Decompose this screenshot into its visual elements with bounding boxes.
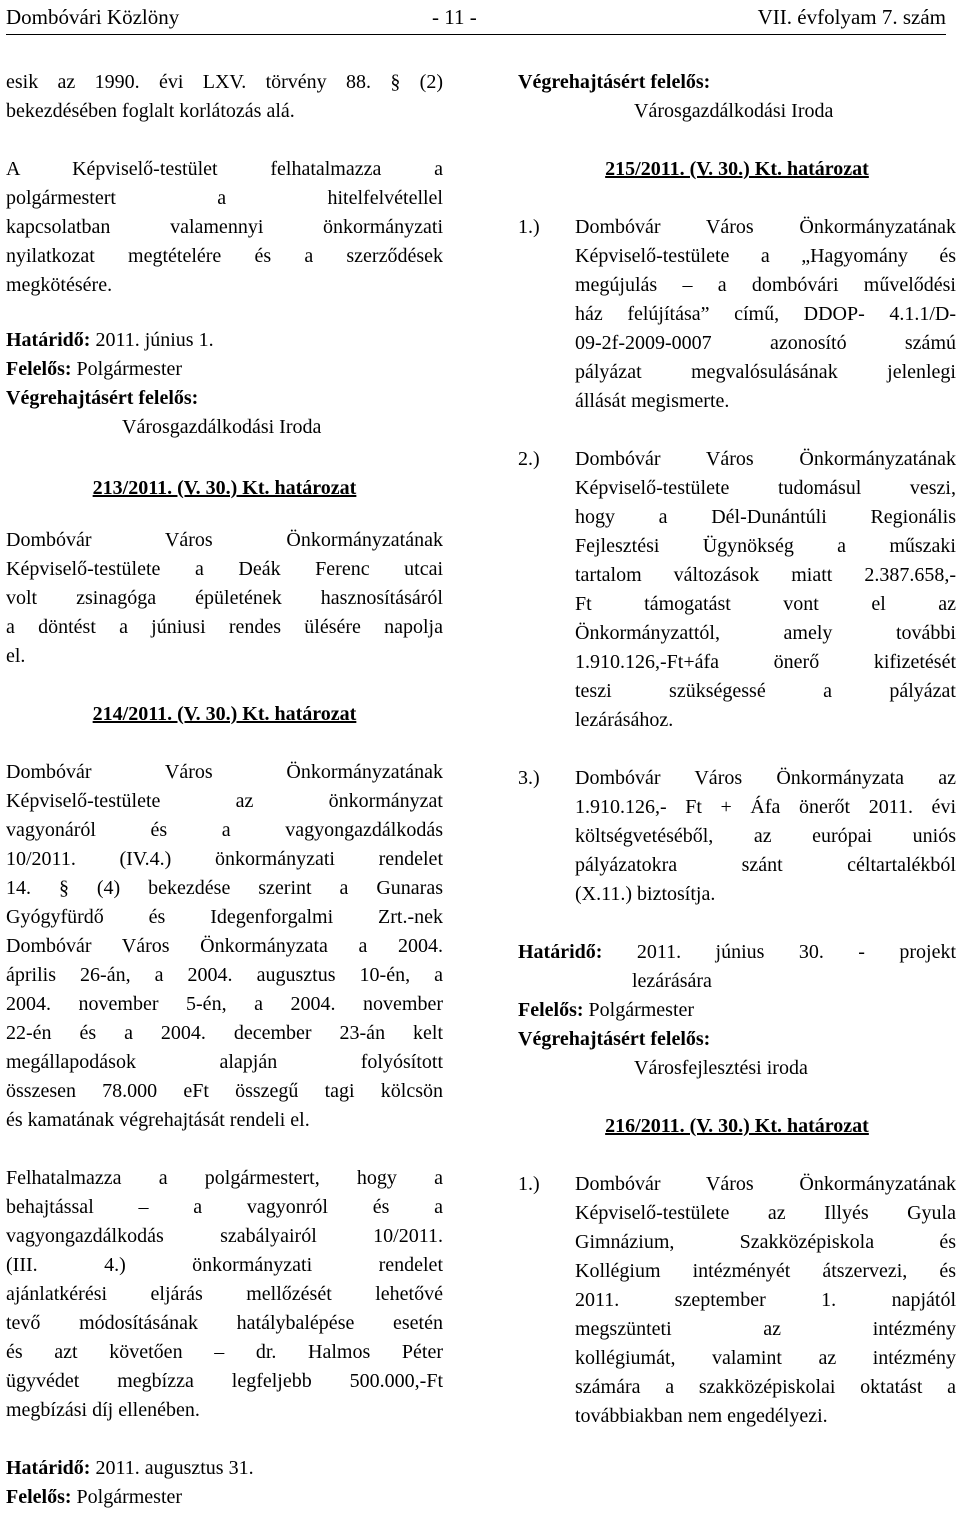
- volume-info: VII. évfolyam 7. szám: [757, 5, 946, 29]
- text-line: Képviselő-testülete az önkormányzat: [6, 790, 443, 812]
- text-line: polgármestert a hitelfelvétellel: [6, 187, 443, 209]
- responsible-line: Felelős: Polgármester: [6, 1486, 183, 1508]
- deadline-line-continued: lezárására: [632, 970, 712, 992]
- text-line: 2004. november 5-én, a 2004. november: [6, 993, 443, 1015]
- text-line: és kamatának végrehajtását rendeli el.: [6, 1109, 310, 1131]
- text-line: Kollégium intézményét átszervezi, és: [575, 1260, 956, 1282]
- text-line: 10/2011. (IV.4.) önkormányzati rendelet: [6, 848, 443, 870]
- text-line: továbbiakban nem engedélyezi.: [575, 1405, 828, 1427]
- resolution-213-title: 213/2011. (V. 30.) Kt. határozat: [92, 477, 357, 499]
- left-column: [6, 68, 443, 1512]
- resolution-item: [518, 445, 956, 735]
- right-column: [518, 68, 956, 1431]
- text-line: Felhatalmazza a polgármestert, hogy a: [6, 1167, 443, 1189]
- text-line: megállapodások alapján folyósított: [6, 1051, 443, 1073]
- text-line: pályázat megvalósulásának jelenlegi: [575, 361, 956, 383]
- text-line: hogy a Dél-Dunántúli Regionális: [575, 506, 956, 528]
- text-line: Ft támogatást vont el az: [575, 593, 956, 615]
- text-line: kollégiumát, valamint az intézmény: [575, 1347, 956, 1369]
- text-line: Képviselő-testülete a „Hagyomány és: [575, 245, 956, 267]
- text-line: 1.910.126,- Ft + Áfa önerőt 2011. évi: [575, 796, 956, 818]
- text-line: és azt követően – dr. Halmos Péter: [6, 1341, 443, 1363]
- execution-label: Végrehajtásért felelős:: [6, 387, 199, 409]
- text-line: 22-én és a 2004. december 23-án kelt: [6, 1022, 443, 1044]
- text-line: Képviselő-testülete az Illyés Gyula: [575, 1202, 956, 1224]
- deadline-line: Határidő: 2011. június 30. - projekt: [518, 941, 956, 963]
- deadline-line: Határidő: 2011. augusztus 31.: [6, 1457, 254, 1479]
- execution-value: Városgazdálkodási Iroda: [122, 416, 322, 438]
- text-line: számára a szakközépiskolai oktatást a: [575, 1376, 956, 1398]
- text-line: ház felújítása” című, DDOP- 4.1.1/D-: [575, 303, 956, 325]
- page-number: - 11 -: [432, 5, 477, 29]
- text-line: lezárásához.: [575, 709, 674, 731]
- text-line: vagyongazdálkodás szabályairól 10/2011.: [6, 1225, 443, 1247]
- text-line: Gyógyfürdő és Idegenforgalmi Zrt.-nek: [6, 906, 443, 928]
- text-line: Képviselő-testülete tudomásul veszi,: [575, 477, 956, 499]
- execution-value: Városgazdálkodási Iroda: [634, 100, 834, 122]
- text-line: nyilatkozat megtételére és a szerződések: [6, 245, 443, 267]
- execution-value: Városfejlesztési iroda: [634, 1057, 808, 1079]
- publication-title: Dombóvári Közlöny: [6, 5, 180, 29]
- resolution-216-title: 216/2011. (V. 30.) Kt. határozat: [605, 1115, 869, 1137]
- execution-label: Végrehajtásért felelős:: [518, 1028, 711, 1050]
- text-line: (III. 4.) önkormányzati rendelet: [6, 1254, 443, 1276]
- text-line: költségvetéséből, az európai uniós: [575, 825, 956, 847]
- item-number: 1.): [518, 216, 540, 238]
- item-number: 1.): [518, 1173, 540, 1195]
- text-line: Dombóvár Város Önkormányzata az: [575, 767, 956, 789]
- text-line: megújulás – a dombóvári művelődési: [575, 274, 956, 296]
- text-line: ajánlatkérési eljárás mellőzését lehetővé: [6, 1283, 443, 1305]
- text-line: 1.910.126,-Ft+áfa önerő kifizetését: [575, 651, 956, 673]
- text-line: Dombóvár Város Önkormányzatának: [575, 1173, 956, 1195]
- text-line: (X.11.) biztosítja.: [575, 883, 716, 905]
- text-line: Önkormányzattól, amely további: [575, 622, 956, 644]
- text-line: Dombóvár Város Önkormányzatának: [6, 529, 443, 551]
- text-line: április 26-án, a 2004. augusztus 10-én, a: [6, 964, 443, 986]
- text-line: állását megismerte.: [575, 390, 730, 412]
- text-line: Dombóvár Város Önkormányzatának: [575, 448, 956, 470]
- text-line: pályázatokra szánt céltartalékból: [575, 854, 956, 876]
- page-header: [6, 0, 946, 35]
- text-line: esik az 1990. évi LXV. törvény 88. § (2): [6, 71, 443, 93]
- text-line: megszünteti az intézmény: [575, 1318, 956, 1340]
- text-line: A Képviselő-testület felhatalmazza a: [6, 158, 443, 180]
- resolution-215-title: 215/2011. (V. 30.) Kt. határozat: [605, 158, 869, 180]
- text-line: 14. § (4) bekezdése szerint a Gunaras: [6, 877, 443, 899]
- execution-label: Végrehajtásért felelős:: [518, 71, 711, 93]
- text-line: teszi szükségessé a pályázat: [575, 680, 956, 702]
- text-line: tartalom változások miatt 2.387.658,-: [575, 564, 956, 586]
- text-line: Dombóvár Város Önkormányzata a 2004.: [6, 935, 443, 957]
- text-line: megbízási díj ellenében.: [6, 1399, 200, 1421]
- text-line: Dombóvár Város Önkormányzatának: [6, 761, 443, 783]
- text-line: bekezdésében foglalt korlátozás alá.: [6, 100, 295, 122]
- text-line: Képviselő-testülete a Deák Ferenc utcai: [6, 558, 443, 580]
- text-line: összesen 78.000 eFt összegű tagi kölcsön: [6, 1080, 443, 1102]
- text-line: behajtással – a vagyonról és a: [6, 1196, 443, 1218]
- text-line: tevő módosításának hatálybalépése esetén: [6, 1312, 443, 1334]
- responsible-line: Felelős: Polgármester: [518, 999, 695, 1021]
- resolution-item: [518, 213, 956, 416]
- text-line: Gimnázium, Szakközépiskola és: [575, 1231, 956, 1253]
- text-line: Fejlesztési Ügynökség a műszaki: [575, 535, 956, 557]
- resolution-item: [518, 764, 956, 909]
- responsible-line: Felelős: Polgármester: [6, 358, 183, 380]
- text-line: vagyonáról és a vagyongazdálkodás: [6, 819, 443, 841]
- text-line: volt zsinagóga épületének hasznosításáról: [6, 587, 443, 609]
- text-line: ügyvédet megbízza legfeljebb 500.000,-Ft: [6, 1370, 443, 1392]
- text-line: el.: [6, 645, 26, 667]
- item-number: 2.): [518, 448, 540, 470]
- text-line: kapcsolatban valamennyi önkormányzati: [6, 216, 443, 238]
- item-number: 3.): [518, 767, 540, 789]
- text-line: a döntést a júniusi rendes ülésére napolja: [6, 616, 443, 638]
- resolution-214-title: 214/2011. (V. 30.) Kt. határozat: [92, 703, 357, 725]
- deadline-line: Határidő: 2011. június 1.: [6, 329, 214, 351]
- resolution-item: [518, 1170, 956, 1431]
- text-line: 09-2f-2009-0007 azonosító számú: [575, 332, 956, 354]
- text-line: Dombóvár Város Önkormányzatának: [575, 216, 956, 238]
- text-line: megkötésére.: [6, 274, 113, 296]
- text-line: 2011. szeptember 1. napjától: [575, 1289, 956, 1311]
